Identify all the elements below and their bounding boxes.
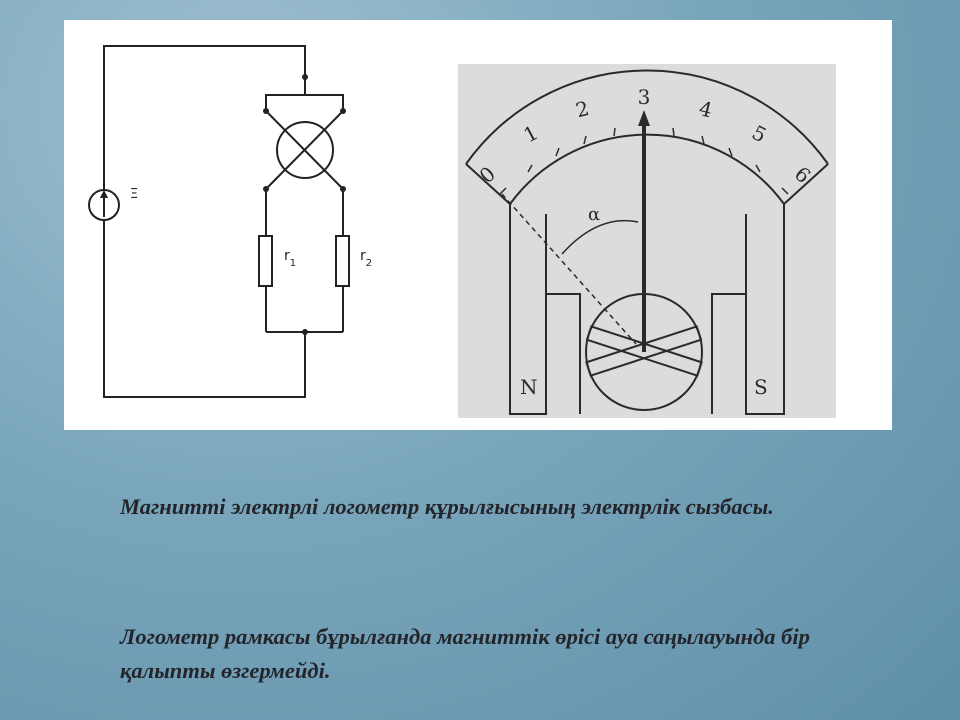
caption-circuit: Магнитті электрлі логометр құрылғысының электрлік сызбасы. xyxy=(120,494,774,519)
scale-number: 0 xyxy=(474,161,501,188)
resistor-r2-label: $r_2$ xyxy=(360,248,373,269)
angle-label: α xyxy=(588,204,601,225)
scale-number: 2 xyxy=(573,96,592,123)
scale-tick xyxy=(528,165,532,172)
resistor-r1 xyxy=(259,236,272,286)
junction-dot xyxy=(340,186,346,192)
scale-number: 4 xyxy=(696,96,715,123)
scale-number: 3 xyxy=(637,85,651,109)
junction-dot xyxy=(263,108,269,114)
logometer-drawing xyxy=(458,64,836,418)
pointer-tip xyxy=(638,110,650,126)
pole-north-label: N xyxy=(520,375,538,399)
junction-dot xyxy=(302,74,308,80)
scale-tick xyxy=(729,148,732,156)
meter-symbol-label: Ξ xyxy=(130,187,139,202)
scale-tick xyxy=(756,165,760,172)
angle-arc xyxy=(562,221,638,254)
scale-tick xyxy=(673,128,674,136)
caption-field: Логометр рамкасы бұрылғанда магниттік өрісі ауа саңылауында бір қалыпты өзгермейді. xyxy=(120,624,810,683)
scale-tick xyxy=(556,148,559,156)
magnet-right-pole xyxy=(712,204,784,414)
outer-wire xyxy=(104,46,305,397)
scale-inner-arc xyxy=(510,135,784,204)
scale-tick xyxy=(782,188,788,194)
pole-south-label: S xyxy=(754,375,768,399)
scale-tick xyxy=(614,128,615,136)
bridge-top-wire xyxy=(266,95,343,111)
scale-number: 1 xyxy=(519,120,542,148)
resistor-r1-label: $r_1$ xyxy=(284,248,297,269)
resistor-r2 xyxy=(336,236,349,286)
scale-tick xyxy=(500,188,506,194)
circuit-diagram xyxy=(64,20,384,430)
scale-number: 6 xyxy=(789,161,816,188)
junction-dot xyxy=(340,108,346,114)
scale-number: 5 xyxy=(748,120,771,148)
junction-dot xyxy=(263,186,269,192)
figure-panel xyxy=(64,20,892,430)
scale-tick xyxy=(584,136,586,144)
zero-reference-line xyxy=(502,194,636,344)
junction-dot xyxy=(302,329,308,335)
